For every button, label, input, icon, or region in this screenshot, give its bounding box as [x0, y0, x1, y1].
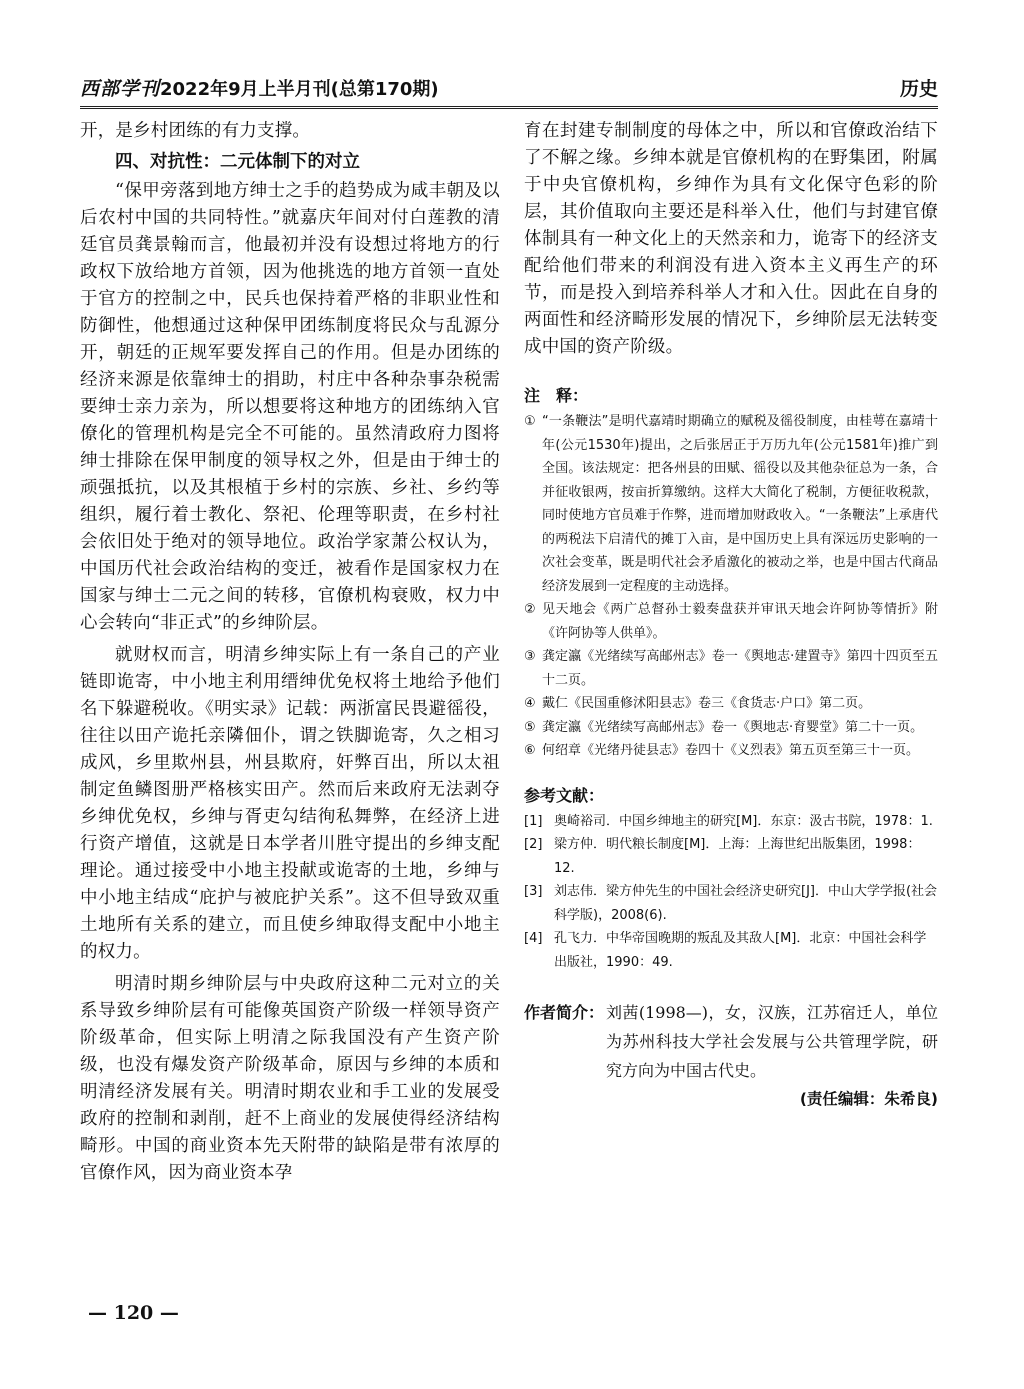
- note-number: ④: [524, 696, 536, 711]
- notes-list: [524, 410, 938, 763]
- section-heading: 四、对抗性：二元体制下的对立: [115, 152, 360, 172]
- reference-text: 刘志伟．梁方仲先生的中国社会经济史研究[J]．中山大学学报(社会科学版)，2008(6).: [554, 884, 938, 923]
- note-text: 见天地会《两广总督孙士毅奏盘获并审讯天地会许阿协等情折》附《许阿协等人供单》。: [542, 602, 938, 641]
- right-column: [524, 118, 938, 1109]
- note-text: 何绍章《光绪丹徒县志》卷四十《义烈表》第五页至第三十一页。: [542, 743, 920, 758]
- issue-info: 2022年9月上半月刊(总第170期): [160, 79, 439, 100]
- note-text: “一条鞭法”是明代嘉靖时期确立的赋税及徭役制度，由桂萼在嘉靖十年(公元1530年)提出，之后张居正于万历九年(公元1581年)推广到全国。该法规定：把各州县的田赋、徭役以及其他杂征总为一条，合并征收银两，按亩折算缴纳。这样大大简化了税制，方便征收税款，同时使地方官员难于作弊，进而增加财政收入。“一条鞭法”上承唐代的两税法下启清代的摊丁入亩，是中国历史上具有深远历史影响的一次社会变革，既是明代社会矛盾激化的被动之举，也是中国古代商品经济发展到一定程度的主动选择。: [542, 414, 938, 594]
- note-number: ②: [524, 602, 536, 617]
- note-number: ③: [524, 649, 536, 664]
- author-bio-label: 作者简介：: [524, 1003, 605, 1022]
- author-bio: [524, 998, 938, 1085]
- note-item: [524, 739, 938, 763]
- note-number: ⑤: [524, 719, 536, 735]
- author-bio-text: 刘茜(1998—)，女，汉族，江苏宿迁人，单位为苏州科技大学社会发展与公共管理学院，研究方向为中国古代史。: [606, 1003, 938, 1080]
- reference-item: [524, 810, 938, 834]
- note-text: 龚定瀛《光绪续写高邮州志》卷一《舆地志·建置寺》第四十四页至五十二页。: [542, 649, 938, 688]
- note-number: ①: [524, 414, 536, 429]
- note-text: 龚定瀛《光绪续写高邮州志》卷一《舆地志·育婴堂》第二十一页。: [542, 719, 924, 735]
- page-header: [80, 72, 938, 109]
- reference-number: [3]: [524, 884, 543, 899]
- references-title: 参考文献：: [524, 785, 605, 805]
- note-item: [524, 410, 938, 598]
- continued-paragraph-right: 育在封建专制制度的母体之中，所以和官僚政治结下了不解之缘。乡绅本就是官僚机构的在野集团，附属于中央官僚机构，乡绅作为具有文化保守色彩的阶层，其价值取向主要还是科举入仕，他们与封建官僚体制具有一种文化上的天然亲和力，诡寄下的经济支配给他们带来的利润没有进入资本主义再生产的环节，而是投入到培养科举人才和入仕。因此在自身的两面性和经济畸形发展的情况下，乡绅阶层无法转变成中国的资产阶级。: [524, 121, 938, 357]
- page-number: — 120 —: [88, 1302, 179, 1324]
- continued-paragraph: 开，是乡村团练的有力支撑。: [80, 121, 311, 141]
- reference-text: 梁方仲．明代粮长制度[M]．上海：上海世纪出版集团，1998：12.: [554, 837, 921, 876]
- journal-logo: 西部学刊: [80, 78, 161, 100]
- note-number: ⑥: [524, 743, 536, 758]
- note-item: [524, 645, 938, 692]
- note-item: [524, 692, 938, 716]
- note-text: 戴仁《民国重修沭阳县志》卷三《食货志·户口》第二页。: [542, 696, 872, 711]
- left-column: [80, 118, 500, 1187]
- body-paragraph-3: 明清时期乡绅阶层与中央政府这种二元对立的关系导致乡绅阶层有可能像英国资产阶级一样领导资产阶级革命，但实际上明清之际我国没有产生资产阶级，也没有爆发资产阶级革命，原因与乡绅的本质和明清经济发展有关。明清时期农业和手工业的发展受政府的控制和剥削，赶不上商业的发展使得经济结构畸形。中国的商业资本先天附带的缺陷是带有浓厚的官僚作风，因为商业资本孕: [80, 974, 500, 1183]
- reference-number: [1]: [524, 813, 543, 829]
- section-label: 历史: [899, 78, 938, 100]
- responsible-editor: (责任编辑：朱希良): [799, 1090, 938, 1108]
- reference-item: [524, 833, 938, 880]
- reference-number: [2]: [524, 837, 543, 852]
- reference-text: 孔飞力．中华帝国晚期的叛乱及其敌人[M]．北京：中国社会科学出版社，1990：49.: [554, 931, 927, 970]
- references-list: [524, 810, 938, 975]
- reference-number: [4]: [524, 931, 543, 946]
- note-item: [524, 598, 938, 645]
- reference-text: 奥崎裕司．中国乡绅地主的研究[M]．东京：汲古书院，1978：1.: [554, 813, 933, 829]
- body-paragraph-2: 就财权而言，明清乡绅实际上有一条自己的产业链即诡寄，中小地主利用缙绅优免权将土地给予他们名下躲避税收。《明实录》记载：两浙富民畏避徭役，往往以田产诡托亲隣佃仆，谓之铁脚诡寄，久之相习成风，乡里欺州县，州县欺府，奸弊百出，所以太祖制定鱼鳞图册严格核实田产。然而后来政府无法剥夺乡绅优免权，乡绅与胥吏勾结徇私舞弊，在经济上进行资产增值，这就是日本学者川胜守提出的乡绅支配理论。通过接受中小地主投献或诡寄的土地，乡绅与中小地主结成“庇护与被庇护关系”。这不但导致双重土地所有关系的建立，而且使乡绅取得支配中小地主的权力。: [80, 645, 500, 962]
- notes-title: 注 释：: [524, 386, 589, 405]
- reference-item: [524, 880, 938, 927]
- body-paragraph-1: “保甲旁落到地方绅士之手的趋势成为咸丰朝及以后农村中国的共同特性。”就嘉庆年间对付白莲教的清廷官员龚景翰而言，他最初并没有设想过将地方的行政权下放给地方首领，因为他挑选的地方首领一直处于官方的控制之中，民兵也保持着严格的非职业性和防御性，他想通过这种保甲团练制度将民众与乱源分开，朝廷的正规军要发挥自己的作用。但是办团练的经济来源是依靠绅士的捐助，村庄中各种杂事杂税需要绅士亲力亲为，所以想要将这种地方的团练纳入官僚化的管理机构是完全不可能的。虽然清政府力图将绅士排除在保甲制度的领导权之外，但是由于绅士的顽强抵抗，以及其根植于乡村的宗族、乡社、乡约等组织，履行着士教化、祭祀、伦理等职责，在乡村社会依旧处于绝对的领导地位。政治学家萧公权认为，中国历代社会政治结构的变迁，被看作是国家权力在国家与绅士二元之间的转移，官僚机构衰败，权力中心会转向“非正式”的乡绅阶层。: [80, 181, 500, 633]
- note-item: [524, 716, 938, 740]
- reference-item: [524, 927, 938, 974]
